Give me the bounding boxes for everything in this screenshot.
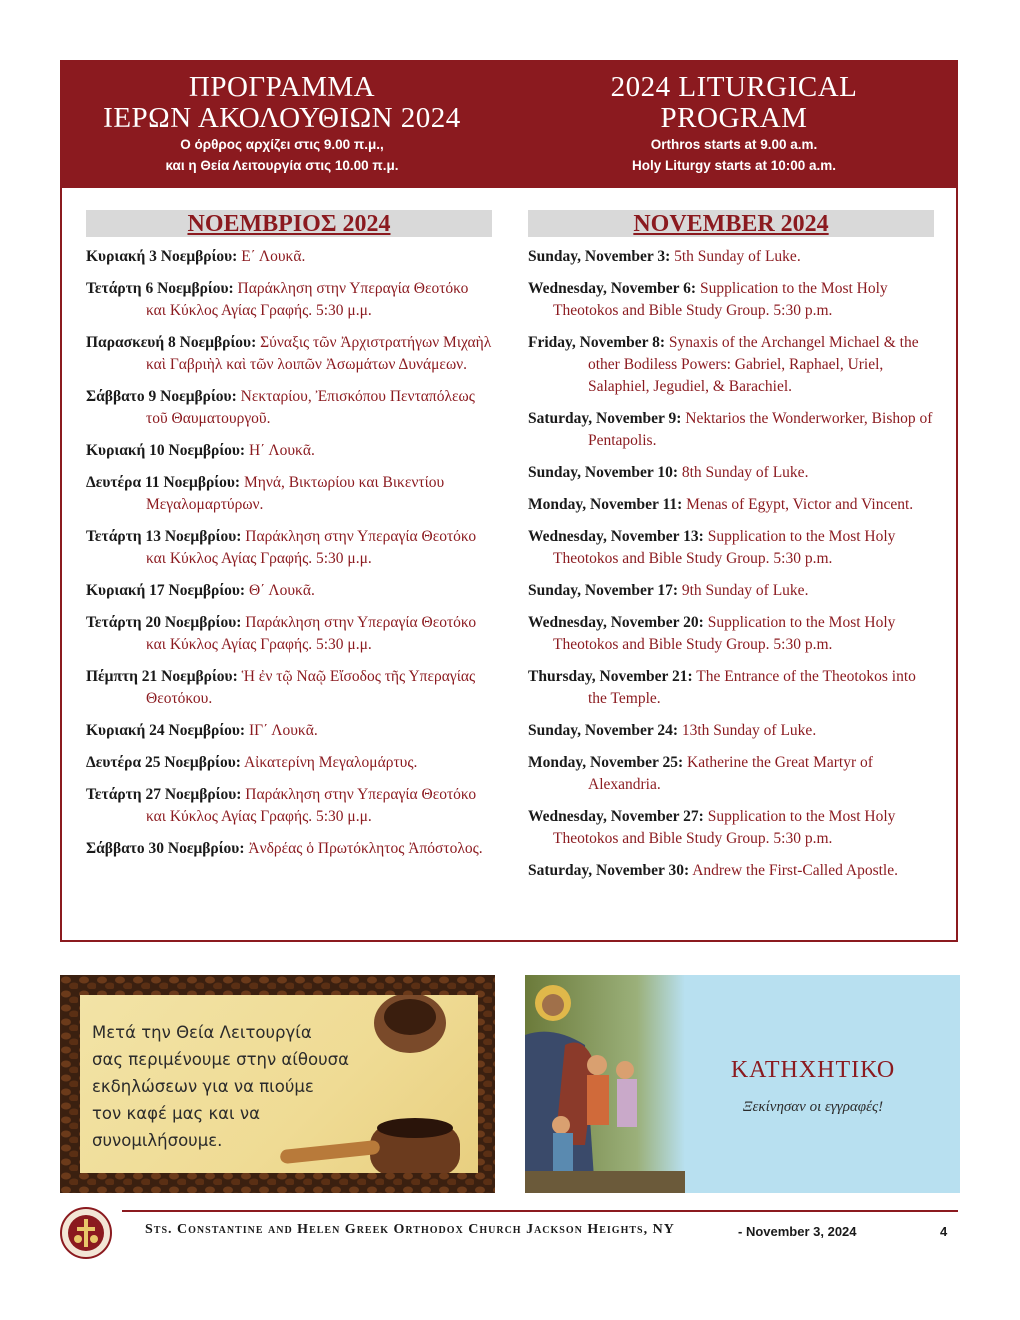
- english-entry-day: Wednesday, November 27:: [528, 808, 704, 825]
- greek-schedule-entry: [86, 580, 492, 602]
- greek-schedule-entry: [86, 752, 492, 774]
- greek-entry-event: Νεκταρίου, Ἐπισκόπου Πενταπόλεως τοῦ Θαυματουργοῦ.: [146, 388, 475, 427]
- english-entry-day: Monday, November 11:: [528, 496, 683, 513]
- greek-schedule-entry: [86, 612, 492, 656]
- greek-schedule-entry: [86, 720, 492, 742]
- english-entry-day: Saturday, November 9:: [528, 410, 682, 427]
- catechism-title: ΚΑΤΗΧΗΤΙΚΟ: [730, 1057, 896, 1083]
- english-entry-day: Sunday, November 24:: [528, 722, 678, 739]
- english-entry-event: Katherine the Great Martyr of Alexandria.: [588, 754, 873, 793]
- banner-english-title-2: PROGRAM: [660, 102, 808, 134]
- greek-entry-day: Κυριακή 24 Νοεμβρίου:: [86, 722, 246, 739]
- english-schedule-entry: [528, 246, 934, 268]
- english-entry-event: 8th Sunday of Luke.: [681, 464, 809, 481]
- catechism-subtitle: Ξεκίνησαν οι εγγραφές!: [742, 1099, 884, 1115]
- greek-entry-day: Σάββατο 9 Νοεμβρίου:: [86, 388, 237, 405]
- english-entry-day: Friday, November 8:: [528, 334, 666, 351]
- coffee-line: συνομιλήσουμε.: [92, 1131, 223, 1150]
- english-entry-day: Wednesday, November 13:: [528, 528, 704, 545]
- greek-entry-event: Αἰκατερίνη Μεγαλομάρτυς.: [243, 754, 418, 771]
- english-schedule-entry: [528, 332, 934, 398]
- footer-divider: [122, 1210, 958, 1212]
- greek-entry-event: Παράκληση στην Υπεραγία Θεοτόκο και Κύκλος Αγίας Γραφής. 5:30 μ.μ.: [146, 614, 477, 653]
- greek-schedule-entry: [86, 246, 492, 268]
- greek-entry-event: Ἀνδρέας ὁ Πρωτόκλητος Ἀπόστολος.: [248, 840, 483, 857]
- schedule-frame: [60, 60, 958, 942]
- english-schedule-entry: [528, 408, 934, 452]
- greek-entry-day: Τετάρτη 6 Νοεμβρίου:: [86, 280, 234, 297]
- footer-date: - November 3, 2024: [738, 1224, 857, 1239]
- catechism-panel: [525, 975, 960, 1193]
- english-entry-day: Thursday, November 21:: [528, 668, 693, 685]
- greek-entry-event: Η΄ Λουκᾶ.: [248, 442, 315, 459]
- church-seal-logo: [60, 1207, 112, 1259]
- greek-entry-event: Παράκληση στην Υπεραγία Θεοτόκο και Κύκλος Αγίας Γραφής. 5:30 μ.μ.: [146, 528, 477, 567]
- banner-greek-title-1: ΠΡΟΓΡΑΜΜΑ: [188, 71, 376, 103]
- greek-entry-day: Τετάρτη 13 Νοεμβρίου:: [86, 528, 242, 545]
- english-entry-event: Supplication to the Most Holy Theotokos and Bible Study Group. 5:30 p.m.: [553, 614, 896, 653]
- english-entry-event: Supplication to the Most Holy Theotokos and Bible Study Group. 5:30 p.m.: [553, 528, 896, 567]
- greek-schedule-entry: [86, 526, 492, 570]
- english-entry-event: Supplication to the Most Holy Theotokos and Bible Study Group. 5:30 p.m.: [553, 280, 888, 319]
- banner-greek: [62, 72, 502, 176]
- greek-entry-day: Παρασκευή 8 Νοεμβρίου:: [86, 334, 257, 351]
- greek-entry-event: Σύναξις τῶν Ἀρχιστρατήγων Μιχαὴλ καὶ Γαβριὴλ καὶ τῶν λοιπῶν Ἀσωμάτων Δυνάμεων.: [146, 334, 492, 373]
- greek-schedule-entry: [86, 472, 492, 516]
- greek-schedule-entry: [86, 784, 492, 828]
- greek-entry-day: Τετάρτη 20 Νοεμβρίου:: [86, 614, 242, 631]
- greek-entry-event: Μηνά, Βικτωρίου και Βικεντίου Μεγαλομαρτύρων.: [146, 474, 445, 513]
- english-month-heading: NOVEMBER 2024: [528, 210, 934, 237]
- english-entry-event: Synaxis of the Archangel Michael & the other Bodiless Powers: Gabriel, Raphael, Uriel, Salaphiel, Jegudiel, & Barachiel.: [588, 334, 919, 395]
- page-number: 4: [940, 1224, 948, 1239]
- english-entry-day: Sunday, November 3:: [528, 248, 671, 265]
- english-entry-event: Supplication to the Most Holy Theotokos and Bible Study Group. 5:30 p.m.: [553, 808, 896, 847]
- greek-schedule-entry: [86, 332, 492, 376]
- greek-schedule-column: [86, 210, 492, 870]
- english-schedule-column: [528, 210, 934, 892]
- greek-schedule-entry: [86, 838, 492, 860]
- english-schedule-entry: [528, 462, 934, 484]
- greek-schedule-entry: [86, 666, 492, 710]
- greek-entry-day: Σάββατο 30 Νοεμβρίου:: [86, 840, 245, 857]
- banner-english-sub-1: Orthros starts at 9.00 a.m.: [650, 137, 818, 152]
- english-entry-day: Sunday, November 17:: [528, 582, 678, 599]
- english-entry-event: 9th Sunday of Luke.: [681, 582, 809, 599]
- greek-schedule-entry: [86, 386, 492, 430]
- english-entry-day: Monday, November 25:: [528, 754, 684, 771]
- greek-entry-event: ΙΓ΄ Λουκᾶ.: [248, 722, 318, 739]
- coffee-line: σας περιμένουμε στην αίθουσα: [92, 1050, 349, 1069]
- english-schedule-entry: [528, 612, 934, 656]
- english-schedule-entry: [528, 666, 934, 710]
- schedule-banner: [62, 62, 956, 188]
- english-entry-event: Menas of Egypt, Victor and Vincent.: [686, 496, 914, 513]
- english-entry-list: [528, 246, 934, 882]
- english-schedule-entry: [528, 806, 934, 850]
- greek-entry-day: Κυριακή 3 Νοεμβρίου:: [86, 248, 238, 265]
- coffee-cup-image: [80, 995, 478, 1173]
- english-entry-event: Nektarios the Wonderworker, Bishop of Pentapolis.: [588, 410, 933, 449]
- greek-entry-event: Παράκληση στην Υπεραγία Θεοτόκο και Κύκλος Αγίας Γραφής. 5:30 μ.μ.: [146, 280, 469, 319]
- greek-entry-day: Τετάρτη 27 Νοεμβρίου:: [86, 786, 242, 803]
- coffee-line: Μετά την Θεία Λειτουργία: [92, 1023, 312, 1042]
- greek-entry-event: Παράκληση στην Υπεραγία Θεοτόκο και Κύκλος Αγίας Γραφής. 5:30 μ.μ.: [146, 786, 477, 825]
- greek-entry-day: Πέμπτη 21 Νοεμβρίου:: [86, 668, 238, 685]
- english-schedule-entry: [528, 278, 934, 322]
- english-entry-event: The Entrance of the Theotokos into the Temple.: [588, 668, 916, 707]
- greek-entry-day: Δευτέρα 11 Νοεμβρίου:: [86, 474, 241, 491]
- greek-month-heading: ΝΟΕΜΒΡΙΟΣ 2024: [86, 210, 492, 237]
- english-schedule-entry: [528, 720, 934, 742]
- greek-entry-day: Δευτέρα 25 Νοεμβρίου:: [86, 754, 241, 771]
- english-entry-day: Saturday, November 30:: [528, 862, 690, 879]
- english-entry-day: Wednesday, November 6:: [528, 280, 697, 297]
- banner-english-sub-2: Holy Liturgy starts at 10:00 a.m.: [631, 158, 837, 173]
- greek-entry-list: [86, 246, 492, 860]
- english-schedule-entry: [528, 752, 934, 796]
- coffee-line: τον καφέ μας και να: [92, 1104, 260, 1123]
- english-entry-event: 5th Sunday of Luke.: [674, 248, 801, 265]
- coffee-note-card: [80, 995, 478, 1173]
- greek-schedule-entry: [86, 440, 492, 462]
- english-schedule-entry: [528, 860, 934, 882]
- english-schedule-entry: [528, 494, 934, 516]
- english-entry-event: 13th Sunday of Luke.: [681, 722, 817, 739]
- greek-entry-event: Ε΄ Λουκᾶ.: [241, 248, 306, 265]
- english-schedule-entry: [528, 580, 934, 602]
- english-entry-event: Andrew the First-Called Apostle.: [692, 862, 898, 879]
- greek-schedule-entry: [86, 278, 492, 322]
- banner-greek-sub-2: και η Θεία Λειτουργία στις 10.00 π.μ.: [165, 158, 399, 173]
- english-entry-day: Sunday, November 10:: [528, 464, 678, 481]
- christ-with-children-icon: [525, 975, 685, 1193]
- greek-entry-day: Κυριακή 17 Νοεμβρίου:: [86, 582, 246, 599]
- coffee-hour-panel: [60, 975, 495, 1193]
- greek-entry-event: Θ΄ Λουκᾶ.: [248, 582, 315, 599]
- english-entry-day: Wednesday, November 20:: [528, 614, 704, 631]
- english-schedule-entry: [528, 526, 934, 570]
- banner-greek-title-2: ΙΕΡΩΝ ΑΚΟΛΟΥΘΙΩΝ 2024: [103, 102, 461, 134]
- banner-english: [514, 72, 954, 176]
- banner-greek-sub-1: Ο όρθρος αρχίζει στις 9.00 π.μ.,: [180, 137, 384, 152]
- greek-entry-event: Ἡ ἐν τῷ Ναῷ Εἴσοδος τῆς Υπεραγίας Θεοτόκου.: [146, 668, 476, 707]
- greek-entry-day: Κυριακή 10 Νοεμβρίου:: [86, 442, 246, 459]
- banner-english-title-1: 2024 LITURGICAL: [610, 71, 858, 103]
- coffee-line: εκδηλώσεων για να πιούμε: [92, 1077, 314, 1096]
- footer-church-name: Sts. Constantine and Helen Greek Orthodox Church Jackson Heights, NY: [145, 1222, 675, 1237]
